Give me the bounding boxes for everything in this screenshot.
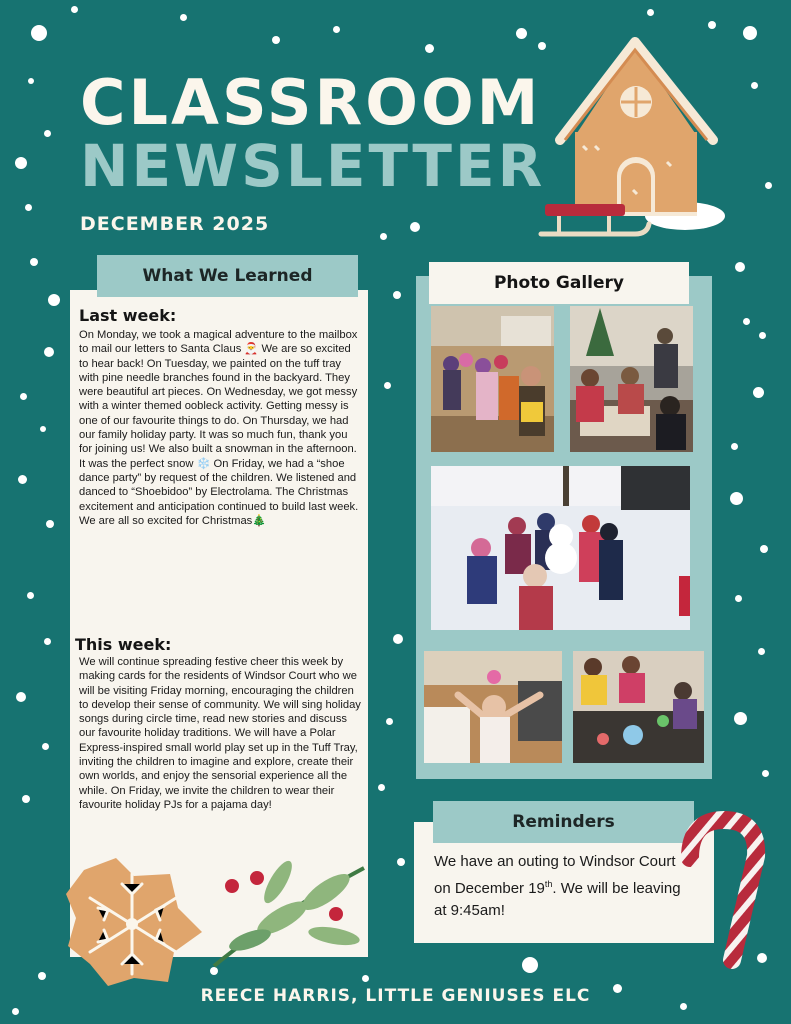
- gallery-photo-5[interactable]: [573, 651, 704, 763]
- gingerbread-house-icon: [535, 36, 750, 246]
- reminders-heading: Reminders: [433, 801, 694, 843]
- snowflake-cookie-icon: [64, 856, 374, 986]
- this-week-text: We will continue spreading festive cheer this week by making cards for the residents of Windsor Court who we will be visiting Friday morning, encouraging the children to develop their sense of community. We will sing holiday songs during circle time, read new stories and discuss our favourite holiday traditions. We will have a Polar Express-inspired small world play set up in the Tuff Tray, inviting the children to imagine and explore, create their own worlds, and enjoy the sensorial experience all the while. On Friday, we invite the children to wear their favourite holiday PJs for a pajama day!: [79, 656, 361, 811]
- gallery-photo-2[interactable]: [570, 306, 693, 452]
- reminders-text-part2: . We will be leaving at 9:45am!: [434, 880, 681, 919]
- newsletter-date: DECEMBER 2025: [80, 213, 270, 235]
- footer-signature: REECE HARRIS, LITTLE GENIUSES ELC: [200, 986, 591, 1006]
- last-week-heading: Last week:: [79, 306, 177, 325]
- last-week-text: On Monday, we took a magical adventure to the mailbox to mail our letters to Santa Claus 🎅 We are so excited to hear back! On Tuesday, we painted on the tuff tray with pine needle branches found in the backyard. They were beautiful art pieces. On Wednesday, we got messy with a winter themed oobleck activity. Getting messy is one of our favourite things to do. On Thursday, we had our family holiday party. It was so much fun, thank you for joining us! We also built a snowman in the afternoon. It was the perfect snow ❄️ On Friday, we had a “shoe dance party” by request of the children. We listened and danced to “Shoebidoo” by Electrolama. The Christmas excitement and anticipation continued to build last week. We are all so excited for Christmas🎄: [79, 329, 359, 527]
- reminders-superscript: th: [544, 879, 553, 889]
- this-week-heading: This week:: [75, 635, 172, 654]
- gallery-photo-4[interactable]: [424, 651, 562, 763]
- candy-cane-icon: [676, 810, 776, 974]
- reminders-text-part1: We have an outing to Windsor Court on December 19: [434, 853, 676, 897]
- newsletter-title-line2: NEWSLETTER: [80, 132, 546, 200]
- gallery-photo-3[interactable]: [431, 466, 690, 630]
- gallery-photo-1[interactable]: [431, 306, 554, 452]
- reminders-text: [434, 851, 696, 922]
- learned-heading: What We Learned: [97, 255, 358, 297]
- newsletter-title-line1: CLASSROOM: [80, 66, 542, 139]
- gallery-heading: Photo Gallery: [429, 262, 689, 304]
